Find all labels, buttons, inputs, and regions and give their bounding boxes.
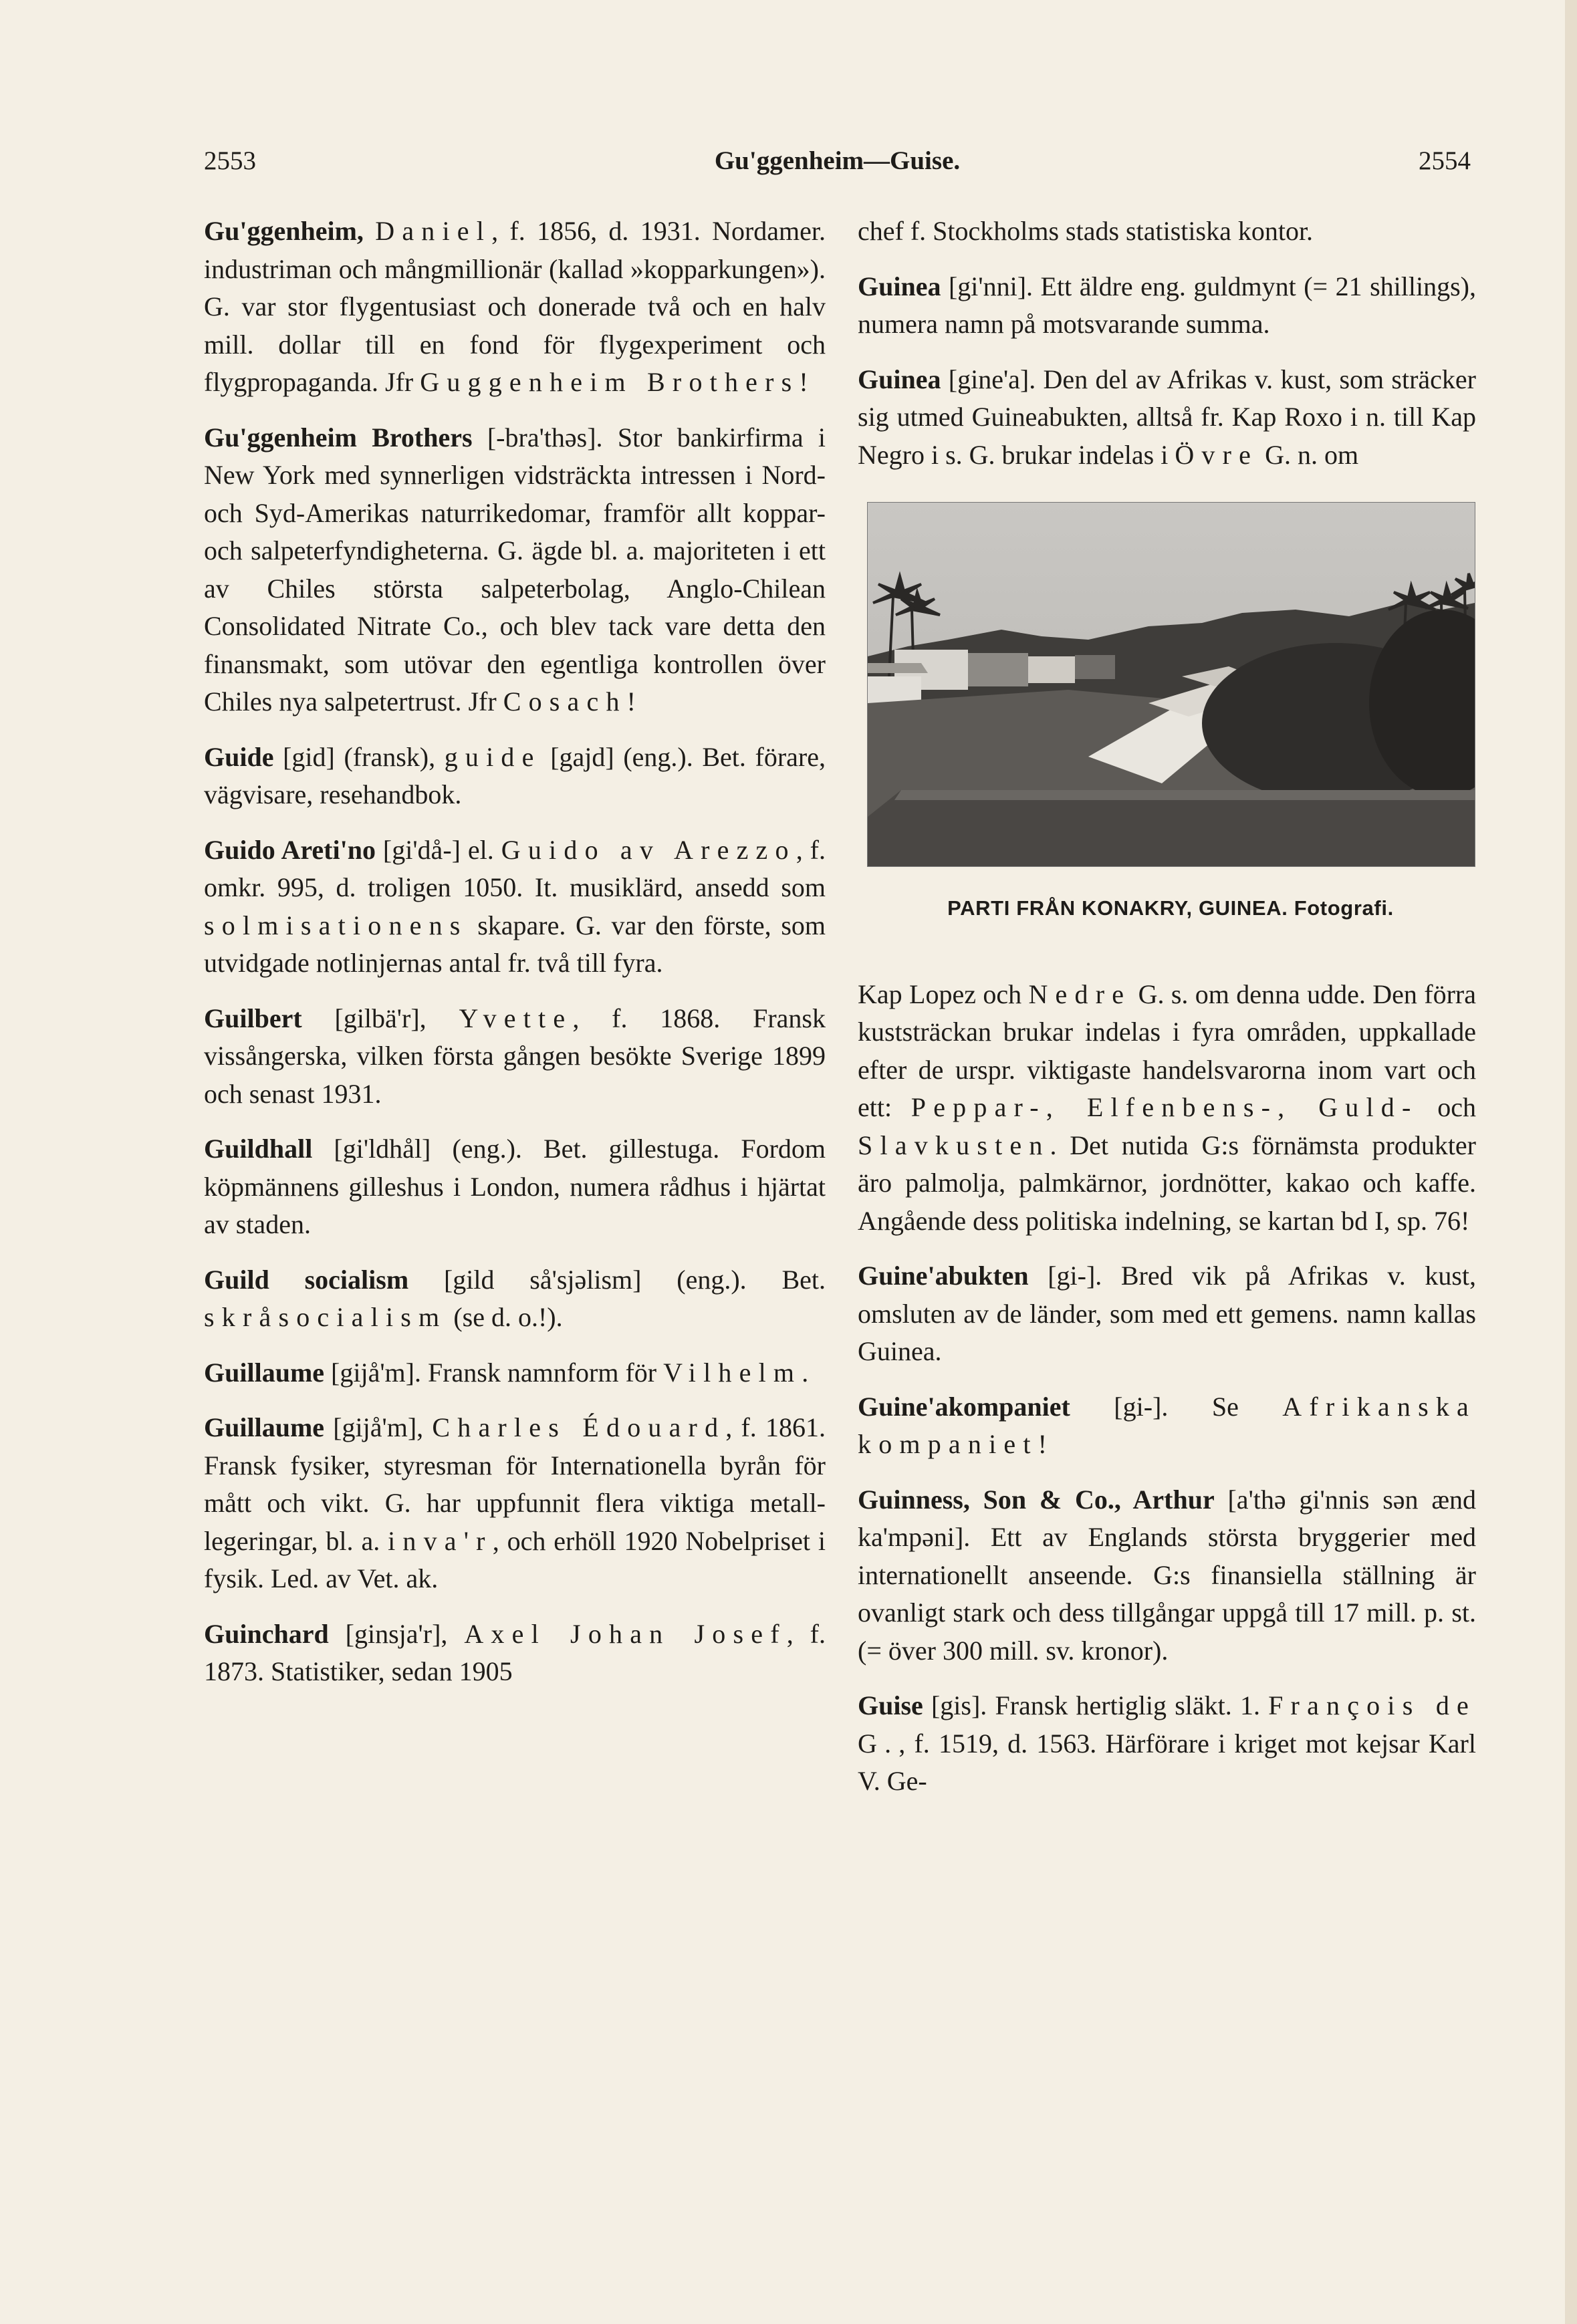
spaced-name: Daniel: [375, 216, 492, 246]
entry-text: G. s. om denna udde. Den förra kuststräckan brukar indelas i fyra områden, uppkallade efter de urspr. viktigaste handelsvarorna inom vart och ett:: [858, 979, 1476, 1122]
entry-text: , f. 1861. Fransk fysiker, styresman för Internationella byrån för mått och vikt. G. har uppfunnit flera viktiga metall-legeringar, bl. a.: [204, 1412, 826, 1556]
spaced-term: Peppar-, Elfenbens-, Guld-: [911, 1092, 1419, 1122]
spaced-name: Yvette: [459, 1003, 573, 1033]
headword: Guide: [204, 741, 274, 772]
entry-text: !: [626, 686, 636, 717]
entry-guggenheim-brothers: [204, 419, 826, 721]
spaced-term: Slavkusten: [858, 1130, 1050, 1160]
entry-text: !: [1038, 1429, 1047, 1459]
headword: Guildhall: [204, 1134, 313, 1164]
entry-guineakompaniet: [858, 1388, 1476, 1464]
headword: Gu'ggenheim Brothers: [204, 422, 473, 453]
page-header: [204, 146, 1471, 186]
entry-text: (se d. o.!).: [447, 1302, 563, 1332]
left-column: [204, 213, 826, 1691]
cross-reference: Cosach: [503, 686, 627, 717]
entry-guildhall: [204, 1130, 826, 1244]
headword: Guillaume: [204, 1412, 325, 1442]
headword: Guise: [858, 1690, 923, 1720]
entry-guinea-coin: [858, 268, 1476, 344]
entry-text: och: [1418, 1092, 1476, 1122]
right-column: [858, 213, 1476, 1801]
headword: Guinea: [858, 364, 941, 394]
headword: Guido Areti'no: [204, 834, 376, 865]
figure-caption: PARTI FRÅN KONAKRY, GUINEA. Fotografi.: [947, 896, 1394, 920]
entry-guinea-continued: [858, 976, 1476, 1241]
spaced-name: Vilhelm: [663, 1357, 802, 1388]
cross-reference: Guggenheim Brothers: [420, 367, 800, 397]
entry-text: , f. 1868. Fransk vissångerska, vilken första gången besökte Sverige 1899 och senast 1931.: [204, 1003, 826, 1109]
spaced-term: Guido av Arezzo: [501, 834, 796, 865]
entry-guide: [204, 739, 826, 814]
spaced-term: Nedre: [1028, 979, 1132, 1009]
entry-guinchard-continued: chef f. Stockholms stads statistiska kontor.: [858, 216, 1314, 246]
entry-text: [a'thə gi'nnis sən ænd ka'mpəni]. Ett av Englands största bryggerier med internationellt anseende. G:s finansiella ställning är ovanligt stark och dess tillgångar uppgå till 17 mill. p. st. (= över 300 mill. sv. kronor).: [858, 1484, 1476, 1666]
entry-text: [gi-]. Se: [1070, 1391, 1283, 1422]
spaced-name: Charles Édouard: [432, 1412, 726, 1442]
entry-text: [ginsja'r],: [328, 1618, 465, 1649]
headword: Guinness, Son & Co., Arthur: [858, 1484, 1215, 1515]
entry-guild-socialism: [204, 1261, 826, 1337]
entry-text: . Det nutida G:s förnämsta produkter äro palmolja, palmkärnor, jordnötter, kakao och kaffe. Angående dess politiska indelning, se kartan bd I, sp. 76!: [858, 1130, 1476, 1236]
entry-text: [gajd] (eng.). Bet. förare, vägvisare, resehandbok.: [204, 741, 826, 809]
entry-text: [gijå'm]. Fransk namnform för: [324, 1357, 664, 1388]
entry-text: [gi'nni]. Ett äldre eng. guldmynt (= 21 shillings), numera namn på motsvarande summa.: [858, 271, 1476, 339]
entry-text: , f. omkr. 995, d. troligen 1050. It. musiklärd, ansedd som: [204, 834, 826, 902]
cross-reference: skråsocialism: [204, 1302, 447, 1332]
headword: Guilbert: [204, 1003, 302, 1033]
headword: Guine'akompaniet: [858, 1391, 1070, 1422]
entry-text: [-bra'thəs]. Stor bankirfirma i New York med synnerligen vidsträckta intressen i Nord- och Syd-Amerikas naturrikedomar, framför allt koppar- och salpeterfyndigheterna. G. ägde bl. a. majoriteten i ett av Chiles största salpeterbolag, Anglo-Chilean Consolidated Nitrate Co., och blev tack vare detta den finansmakt, som utövar den egentliga kontrollen över Chiles nya salpetertrust. Jfr: [204, 422, 826, 717]
entry-guise: [858, 1687, 1476, 1801]
entry-text: [gi'då-] el.: [375, 834, 501, 865]
entry-guinchard: [204, 1616, 826, 1691]
entry-guido-aretino: [204, 831, 826, 983]
headword: Guinea: [858, 271, 941, 301]
headword: Guinchard: [204, 1618, 329, 1649]
spaced-term: Övre: [1175, 439, 1259, 470]
entry-guineabukten: [858, 1257, 1476, 1371]
cross-reference: Afrikanska kompaniet: [858, 1391, 1476, 1459]
entry-text: , f. 1856, d. 1931. Nordamer. industriman och mångmillionär (kallad »kopparkungen»). G. var stor flygentusiast och donerade två och en halv mill. dollar till en fond för flygexperiment och flygpropaganda. Jfr: [204, 216, 826, 397]
entry-text: [gid] (fransk),: [273, 741, 445, 772]
entry-text: , f. 1519, d. 1563. Härförare i kriget mot kejsar Karl V. Ge-: [858, 1728, 1476, 1796]
entry-guilbert: [204, 1000, 826, 1114]
column-number-right: 2554: [1419, 146, 1471, 175]
entry-guinea-region: [858, 361, 1476, 475]
entry-text: [gild så'sjəlism] (eng.). Bet.: [408, 1264, 826, 1295]
spaced-name: Axel Johan Josef: [464, 1618, 787, 1649]
entry-text: [gine'a]. Den del av Afrikas v. kust, som sträcker sig utmed Guineabukten, alltså fr. Kap Roxo i n. till Kap Negro i s. G. brukar indelas i: [858, 364, 1476, 470]
spaced-term: solmisationens: [204, 910, 468, 940]
entry-text: G. n. om: [1258, 439, 1359, 470]
entry-guillaume-physicist: [204, 1409, 826, 1598]
entry-text: [gis]. Fransk hertiglig släkt. 1.: [923, 1690, 1269, 1720]
entry-text: [gilbä'r],: [301, 1003, 459, 1033]
entry-text: [gi-]. Bred vik på Afrikas v. kust, omsluten av de länder, som med ett gemens. namn kallas Guinea.: [858, 1261, 1476, 1366]
spaced-term: guide: [444, 741, 541, 772]
entry-guillaume-name: [204, 1354, 826, 1392]
headword: Guine'abukten: [858, 1261, 1029, 1291]
entry-text: [gijå'm],: [324, 1412, 433, 1442]
entry-text: .: [802, 1357, 809, 1388]
entry-guinness: [858, 1481, 1476, 1670]
running-title: Gu'ggenheim—Guise.: [714, 146, 961, 175]
figure-konakry: [867, 502, 1474, 928]
headword: Guillaume: [204, 1357, 325, 1388]
entry-text: skapare. G. var den förste, som utvidgade notlinjernas antal fr. två till fyra.: [204, 910, 826, 978]
headword: Gu'ggenheim,: [204, 216, 364, 246]
spaced-term: inva'r: [388, 1525, 493, 1556]
entry-text: , och erhöll 1920 Nobelpriset i fysik. Led. av Vet. ak.: [204, 1525, 826, 1593]
entry-guggenheim-daniel: [204, 213, 826, 402]
entry-text: [gi'ldhål] (eng.). Bet. gillestuga. Fordom köpmännens gilleshus i London, numera rådhus i hjärtat av staden.: [204, 1134, 826, 1239]
column-number-left: 2553: [204, 146, 256, 175]
konakry-photograph: [867, 502, 1475, 867]
entry-text: , f. 1873. Statistiker, sedan 1905: [204, 1618, 826, 1686]
entry-text: !: [799, 367, 808, 397]
entry-text: Kap Lopez och: [858, 979, 1029, 1009]
spaced-name: François de G.: [858, 1690, 1476, 1759]
headword: Guild socialism: [204, 1264, 409, 1295]
